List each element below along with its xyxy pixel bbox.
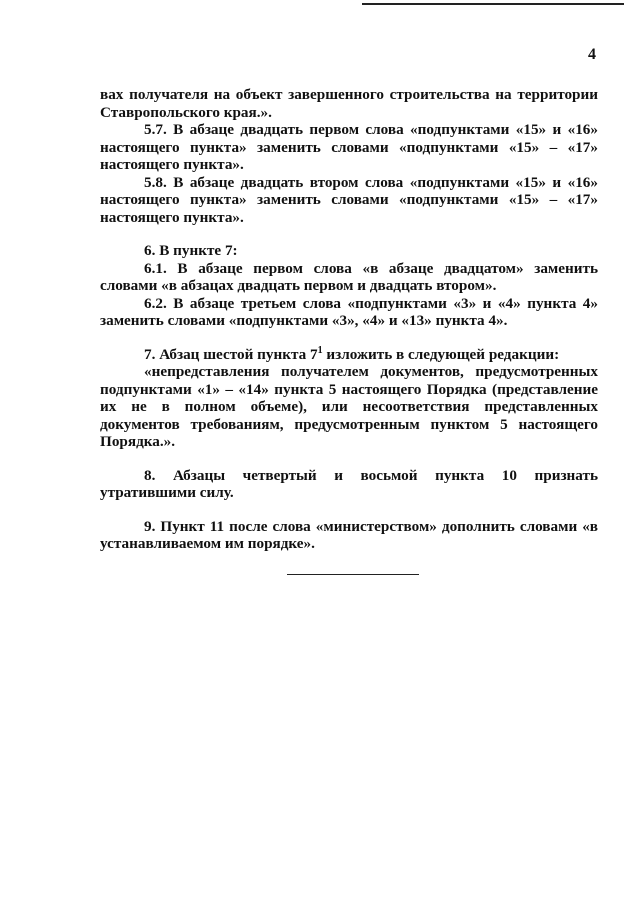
paragraph-5-8: 5.8. В абзаце двадцать втором слова «подпунктами «15» и «16» настоящего пункта» заменить словами «подпунктами «15» – «17» настоящего пункта». xyxy=(100,173,598,226)
document-body xyxy=(100,86,598,553)
paragraph-continuation: вах получателя на объект завершенного строительства на территории Ставропольского края.». xyxy=(100,86,598,121)
paragraph-7-superscript: 1 xyxy=(317,344,323,356)
top-border-line xyxy=(362,3,624,5)
paragraph-8: 8. Абзацы четвертый и восьмой пункта 10 признать утратившими силу. xyxy=(100,466,598,501)
paragraph-6-1: 6.1. В абзаце первом слова «в абзаце двадцатом» заменить словами «в абзацах двадцать первом и двадцать втором». xyxy=(100,259,598,294)
paragraph-6: 6. В пункте 7: xyxy=(144,242,238,259)
paragraph-5-7: 5.7. В абзаце двадцать первом слова «подпунктами «15» и «16» настоящего пункта» заменить словами «подпунктами «15» – «17» настоящего пункта». xyxy=(100,121,598,173)
paragraph-7 xyxy=(100,346,598,364)
paragraph-7-quote: «непредставления получателем документов, предусмотренных подпунктами «1» – «14» пункта 5 настоящего Порядка (представление их не в полном объеме), или несоответствия представленных документов требованиям, предусмотренным пунктом 5 настоящего Порядка.». xyxy=(100,363,598,450)
end-divider-line xyxy=(287,574,419,575)
page-number: 4 xyxy=(588,46,596,63)
paragraph-7-text-end: изложить в следующей редакции: xyxy=(322,345,560,363)
paragraph-6-2: 6.2. В абзаце третьем слова «подпунктами «3» и «4» пункта 4» заменить словами «подпунктами «3», «4» и «13» пункта 4». xyxy=(100,294,598,329)
paragraph-9: 9. Пункт 11 после слова «министерством» дополнить словами «в устанавливаемом им порядке». xyxy=(100,517,598,552)
paragraph-7-text: 7. Абзац шестой пункта 7 xyxy=(144,345,318,363)
